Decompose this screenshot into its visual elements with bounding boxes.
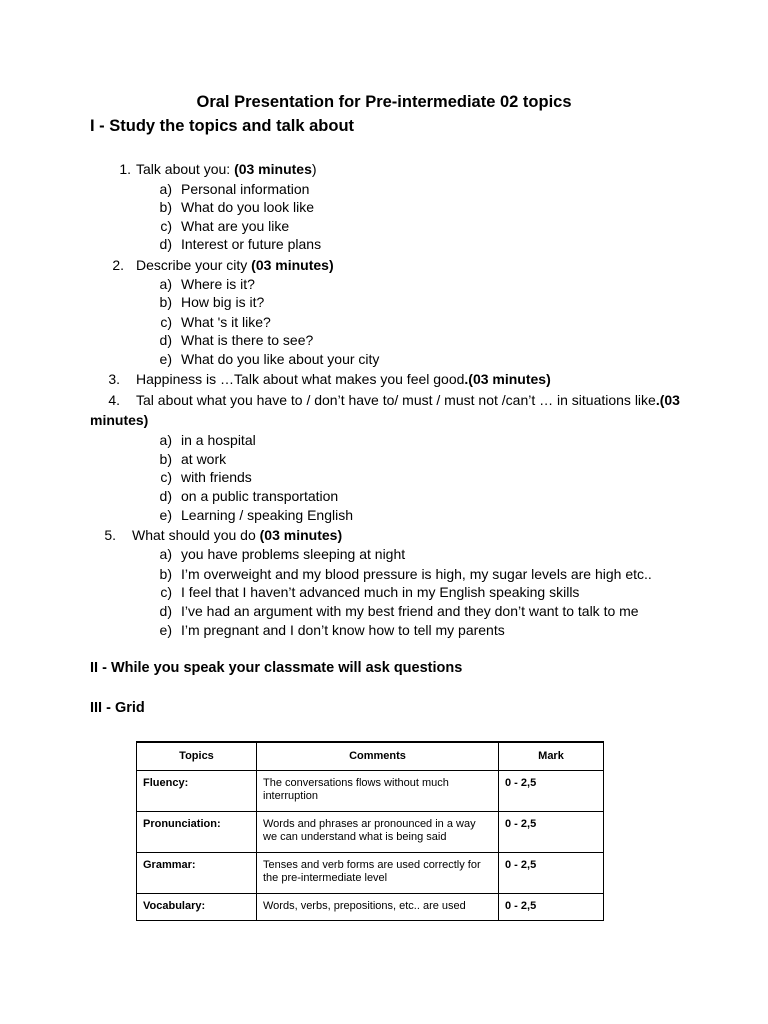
topic-4-item-a-mark: a)	[159, 432, 172, 448]
topic-5-item-c: I feel that I haven’t advanced much in my English speaking skills	[181, 584, 580, 600]
section-3-heading: III - Grid	[90, 700, 145, 716]
topic-2-item-a-mark: a)	[159, 276, 172, 292]
grid-header-comments: Comments	[257, 742, 499, 771]
topic-4-item-e: Learning / speaking English	[181, 507, 354, 523]
topic-2-item-d-mark: d)	[159, 332, 172, 348]
topic-1-duration: (03 minutes	[234, 161, 312, 177]
topic-4-text: Tal about what you have to / don’t have to/ must / must not /can’t … in situations like	[136, 392, 656, 408]
grid-row-mark: 0 - 2,5	[499, 771, 604, 812]
topic-5-number: 5.	[104, 527, 116, 543]
grid-row-topic: Vocabulary:	[137, 894, 257, 921]
grid-header-topics: Topics	[137, 742, 257, 771]
topic-2-item-e: What do you like about your city	[181, 351, 380, 367]
topic-4-item-b-mark: b)	[159, 451, 172, 467]
topic-5-line	[132, 527, 342, 543]
topic-3-line	[136, 371, 551, 387]
grid-row-comment: Words and phrases ar pronounced in a way we can understand what is being said	[257, 812, 499, 853]
grid-row-mark: 0 - 2,5	[499, 812, 604, 853]
grid-row	[137, 853, 604, 894]
topic-4-item-a: in a hospital	[181, 432, 256, 448]
topic-5-item-b-mark: b)	[159, 566, 172, 582]
topic-4-duration-cont: minutes)	[90, 412, 149, 428]
grid-row-topic: Pronunciation:	[137, 812, 257, 853]
topic-2-number: 2.	[112, 257, 124, 273]
topic-2-item-e-mark: e)	[159, 351, 172, 367]
grid-row-comment: Tenses and verb forms are used correctly for the pre-intermediate level	[257, 853, 499, 894]
topic-4-number: 4.	[108, 392, 120, 408]
topic-2-item-d: What is there to see?	[181, 332, 314, 348]
topic-1-text: Talk about you:	[136, 161, 235, 177]
topic-4-item-d-mark: d)	[159, 488, 172, 504]
grid-row-comment: Words, verbs, prepositions, etc.. are used	[257, 894, 499, 921]
topic-4-item-d: on a public transportation	[181, 488, 339, 504]
topic-2-item-c-mark: c)	[160, 314, 172, 330]
topic-4-item-b: at work	[181, 451, 227, 467]
topic-1-item-c: What are you like	[181, 218, 290, 234]
grid-row-comment: The conversations flows without much interruption	[257, 771, 499, 812]
topic-2-item-c: What 's it like?	[181, 314, 271, 330]
topic-2-text: Describe your city	[136, 257, 252, 273]
grid-header-mark: Mark	[499, 742, 604, 771]
topic-4-item-c: with friends	[181, 469, 252, 485]
grid-row-topic: Fluency:	[137, 771, 257, 812]
section-1-heading: I - Study the topics and talk about	[90, 117, 355, 135]
topic-5-item-e-mark: e)	[159, 622, 172, 638]
topic-4-duration: .(03	[655, 392, 680, 408]
topic-2-line	[136, 257, 334, 273]
topic-5-item-e: I’m pregnant and I don’t know how to tell my parents	[181, 622, 505, 638]
topic-1-item-a-mark: a)	[159, 181, 172, 197]
topic-5-item-d: I’ve had an argument with my best friend and they don’t want to talk to me	[181, 603, 639, 619]
topic-1-item-a: Personal information	[181, 181, 310, 197]
topic-1-item-c-mark: c)	[160, 218, 172, 234]
document-title: Oral Presentation for Pre-intermediate 02 topics	[196, 93, 572, 111]
topic-4-item-c-mark: c)	[160, 469, 172, 485]
topic-1-number: 1.	[119, 161, 131, 177]
topic-1-line	[136, 161, 317, 177]
topic-4-line	[136, 392, 680, 408]
topic-4-item-e-mark: e)	[159, 507, 172, 523]
grid-row-mark: 0 - 2,5	[499, 853, 604, 894]
grid-header-row	[137, 742, 604, 771]
topic-1-item-d-mark: d)	[159, 236, 172, 252]
topic-2-duration: (03 minutes)	[251, 257, 334, 273]
grid-row-mark: 0 - 2,5	[499, 894, 604, 921]
topic-5-item-a: you have problems sleeping at night	[181, 546, 406, 562]
topic-5-item-c-mark: c)	[160, 584, 172, 600]
topic-1-item-b: What do you look like	[181, 199, 315, 215]
topic-5-duration: (03 minutes)	[259, 527, 343, 543]
grid-row	[137, 771, 604, 812]
topic-2-item-b: How big is it?	[181, 294, 265, 310]
topic-3-text: Happiness is …Talk about what makes you feel good	[136, 371, 465, 387]
topic-5-item-a-mark: a)	[159, 546, 172, 562]
section-2-heading: II - While you speak your classmate will ask questions	[90, 660, 463, 676]
grading-grid	[136, 741, 604, 921]
topic-2-item-a: Where is it?	[181, 276, 255, 292]
topic-1-item-b-mark: b)	[159, 199, 172, 215]
topic-1-after: )	[311, 161, 317, 177]
topic-2-item-b-mark: b)	[159, 294, 172, 310]
topic-5-item-b: I’m overweight and my blood pressure is high, my sugar levels are high etc..	[181, 566, 652, 582]
grid-row-topic: Grammar:	[137, 853, 257, 894]
topic-1-item-d: Interest or future plans	[181, 236, 322, 252]
topic-5-item-d-mark: d)	[159, 603, 172, 619]
grid-row	[137, 812, 604, 853]
topic-3-number: 3.	[108, 371, 120, 387]
topic-3-duration: .(03 minutes)	[464, 371, 551, 387]
topic-5-text: What should you do	[132, 527, 260, 543]
grid-row	[137, 894, 604, 921]
